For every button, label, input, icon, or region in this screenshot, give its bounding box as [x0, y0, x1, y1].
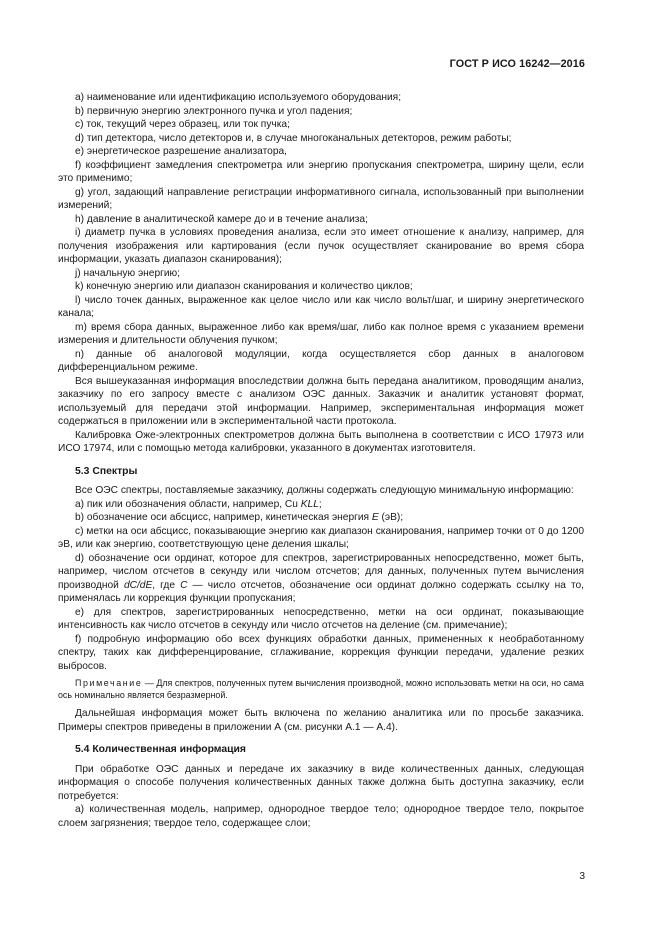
- list-item-j: j) начальную энергию;: [75, 267, 181, 279]
- spectra-item-c: c) метки на оси абсцисс, показывающие энергию как диапазон сканирования, например точки от 0 до 1200 эВ, или как энергию, соответствующую цене деления шкалы;: [58, 525, 584, 550]
- spectra-item-f: f) подробную информацию обо всех функциях обработки данных, примененных к необработанному спектру, таких как дифференцирование, сглаживание, коррекция функции передачи, удаление резких выбросов.: [58, 633, 584, 672]
- page-content: [58, 91, 584, 830]
- list-item-m: m) время сбора данных, выраженное либо как время/шаг, либо как полное время с указанием времени измерения и длительности облучения пучком;: [58, 321, 584, 346]
- list-item-h: h) давление в аналитической камере до и в течение анализа;: [75, 213, 368, 225]
- note-label: Примечание: [75, 678, 143, 688]
- paragraph-extra-info: Дальнейшая информация может быть включена по желанию аналитика или по просьбе заказчика. Примеры спектров приведены в приложении А (см. рисунки А.1 — А.4).: [58, 708, 584, 733]
- list-item-n: n) данные об аналоговой модуляции, когда осуществляется сбор данных в аналоговом дифференциальном режиме.: [58, 348, 584, 373]
- paragraph-info-transfer: Вся вышеуказанная информация впоследствии должна быть передана аналитиком, проводящим анализ, заказчику по его запросу вместе с анализом ОЭС данных. Заказчик и аналитик установят формат, используемый для передачи этой информации. Например, экспериментальная информация может содержаться в приложении или в экспериментальной части протокола.: [58, 375, 584, 427]
- list-item-l: l) число точек данных, выраженное как целое число или как число вольт/шаг, и ширину энергетического канала;: [58, 294, 584, 319]
- list-item-a: a) наименование или идентификацию используемого оборудования;: [75, 92, 402, 103]
- spectra-item-b: b) обозначение оси абсцисс, например, кинетическая энергия E (эВ);: [75, 512, 404, 523]
- document-id: ГОСТ Р ИСО 16242—2016: [449, 58, 585, 70]
- spectra-item-a: a) пик или обозначения области, например, Cu KLL;: [75, 498, 322, 510]
- section-heading-spectra: 5.3 Спектры: [75, 465, 138, 477]
- list-item-f: f) коэффициент замедления спектрометра или энергию пропускания спектрометра, ширину щели, если это применимо;: [58, 159, 584, 184]
- section-intro-quantitative: При обработке ОЭС данных и передаче их заказчику в виде количественных данных, следующая информация о способе получения количественных данных также должна быть доступна заказчику, если потребуется:: [58, 763, 584, 802]
- section-heading-quantitative: 5.4 Количественная информация: [75, 744, 246, 755]
- list-item-e: e) энергетическое разрешение анализатора,: [75, 146, 287, 157]
- list-item-b: b) первичную энергию электронного пучка и угол падения;: [75, 105, 353, 117]
- list-item-c: c) ток, текущий через образец, или ток пучка;: [75, 119, 290, 130]
- list-item-d: d) тип детектора, число детекторов и, в случае многоканальных детекторов, режим работы;: [75, 132, 512, 144]
- list-item-k: k) конечную энергию или диапазон сканирования и количество циклов;: [75, 281, 413, 292]
- spectra-item-d: d) обозначение оси ординат, которое для спектров, зарегистрированных непосредственно, может быть, например, числом отсчетов в секунду или числом отсчетов; для данных, полученных путем вычисления производной dC/dE, где C — число отсчетов, обозначение оси ординат должно содержать ссылку на то, применялась ли коррекция функции пропускания;: [58, 552, 585, 604]
- section-intro-spectra: Все ОЭС спектры, поставляемые заказчику, должны содержать следующую минимальную информацию:: [75, 485, 574, 496]
- note-text: — Для спектров, полученных путем вычисления производной, можно использовать метки на оси, но сама ось номинально является безразмерной.: [58, 678, 584, 700]
- quantitative-item-a: a) количественная модель, например, однородное твердое тело; однородное твердое тело, покрытое слоем загрязнения; твердое тело, содержащее слои;: [58, 804, 584, 829]
- list-item-i: i) диаметр пучка в условиях проведения анализа, если это имеет отношение к анализу, например, для получения изображения или картирования (если пучок осуществляет сканирование во время сбора информации, указать диапазон сканирования);: [58, 227, 584, 265]
- list-item-g: g) угол, задающий направление регистрации информативного сигнала, использованный при выполнении измерений;: [58, 186, 584, 211]
- spectra-item-e: e) для спектров, зарегистрированных непосредственно, метки на оси ординат, показывающие интенсивность как число отсчетов в секунду или число отсчетов на деление (см. примечание);: [58, 606, 584, 631]
- paragraph-calibration: Калибровка Оже-электронных спектрометров должна быть выполнена в соответствии с ИСО 17973 или ИСО 17974, или с помощью метода калибровки, указанного в документах изготовителя.: [58, 429, 584, 454]
- note: [58, 677, 584, 701]
- page-number: 3: [579, 871, 585, 882]
